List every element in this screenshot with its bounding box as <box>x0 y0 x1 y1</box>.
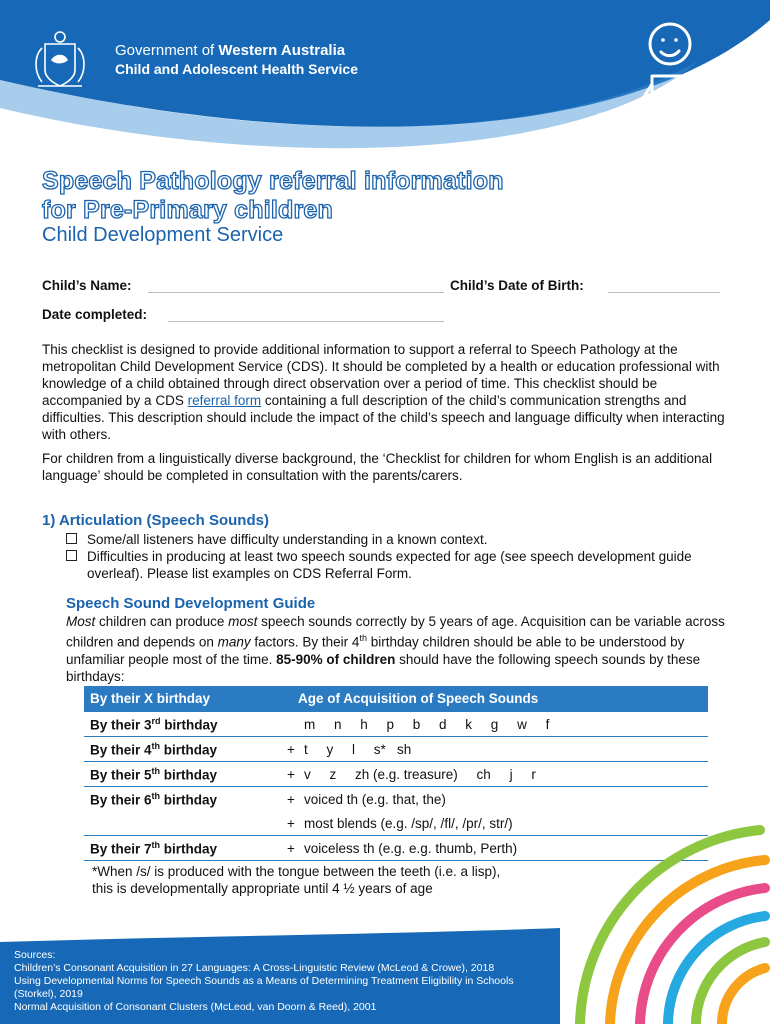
dob-label: Child’s Date of Birth: <box>450 278 584 293</box>
guide-paragraph: Most children can produce most speech sounds correctly by 5 years of age. Acquisition can be variable across children and depends on many factors. By their 4th birthday children should be able to be understood by unfamiliar people most of the time. 85-90% of children should have the following speech sounds by these birthdays: <box>66 614 725 684</box>
speech-sounds: m n h p b d k g w f <box>298 712 708 737</box>
plus-sign: + <box>284 737 298 762</box>
speech-sounds: v z zh (e.g. treasure) ch j r <box>298 762 708 787</box>
speech-sounds: voiced th (e.g. that, the) <box>298 787 708 812</box>
childs-name-field[interactable] <box>148 278 444 293</box>
table-row <box>84 712 708 737</box>
articulation-heading: 1) Articulation (Speech Sounds) <box>42 512 269 529</box>
birthday-label: By their 6th birthday <box>84 787 284 812</box>
dob-field[interactable] <box>608 278 720 293</box>
checklist-item: Some/all listeners have difficulty understanding in a known context. <box>66 531 726 548</box>
childs-name-label: Child’s Name: <box>42 278 132 293</box>
birthday-label: By their 3rd birthday <box>84 712 284 737</box>
table-header-row <box>84 686 708 712</box>
table-row <box>84 762 708 787</box>
intro-paragraph: This checklist is designed to provide additional information to support a referral to Speech Pathology at the metropolitan Child Development Service (CDS). It should be completed by a health or education professional with knowledge of a child obtained through direct observation over a period of time. This checklist should be accompanied by a CDS referral form containing a full description of the child’s communication strengths and difficulties. This description should include the impact of the child’s speech and language difficulty when interacting with others. <box>42 342 725 442</box>
page-subtitle: Child Development Service <box>42 224 284 246</box>
table-row <box>84 737 708 762</box>
date-completed-label: Date completed: <box>42 307 148 322</box>
page-title-line2: for Pre-Primary children <box>42 196 334 224</box>
colored-arcs-icon <box>540 800 770 1024</box>
checkbox[interactable] <box>66 550 77 561</box>
date-completed-field[interactable] <box>168 307 444 322</box>
plus-sign: + <box>284 836 298 861</box>
plus-sign: + <box>287 815 295 831</box>
referral-form-link[interactable]: referral form <box>187 393 262 408</box>
sources-footer: Sources: Children’s Consonant Acquisition in 27 Languages: A Cross-Linguistic Review (McLeod & Crowe), 2018 Using Developmental Norms for Speech Sounds as a Means of Determining Treatment Eligibility in Schools (Storkel), 2019 Normal Acquisition of Consonant Clusters (McLeod, van Doorn & Reed), 2001 <box>14 949 514 1013</box>
checklist-item: Difficulties in producing at least two speech sounds expected for age (see speech development guide overleaf). Please list examples on CDS Referral Form. <box>66 548 726 582</box>
speech-sounds: t y l s* sh <box>298 737 708 762</box>
column-header-birthday: By their X birthday <box>84 686 284 712</box>
birthday-label: By their 4th birthday <box>84 737 284 762</box>
birthday-label: By their 5th birthday <box>84 762 284 787</box>
guide-heading: Speech Sound Development Guide <box>66 595 316 612</box>
plus-sign: + <box>284 762 298 787</box>
column-header-sounds: Age of Acquisition of Speech Sounds <box>284 686 708 712</box>
lisp-note: *When /s/ is produced with the tongue between the teeth (i.e. a lisp), this is developmentally appropriate until 4 ½ years of age <box>92 864 501 896</box>
government-title: Government of Western Australia <box>115 42 346 59</box>
speech-sounds: most blends (e.g. /sp/, /fl/, /pr/, str/) <box>304 815 513 831</box>
diverse-background-paragraph: For children from a linguistically diverse background, the ‘Checklist for children for whom English is an additional language’ should be completed in consultation with the parents/carers. <box>42 451 713 483</box>
plus-sign: + <box>284 787 298 812</box>
speech-sounds: voiceless th (e.g. e.g. thumb, Perth) <box>298 836 708 861</box>
page-title-line1: Speech Pathology referral information <box>42 167 504 195</box>
birthday-label: By their 7th birthday <box>84 836 284 861</box>
checkbox[interactable] <box>66 533 77 544</box>
service-name: Child and Adolescent Health Service <box>115 61 358 77</box>
